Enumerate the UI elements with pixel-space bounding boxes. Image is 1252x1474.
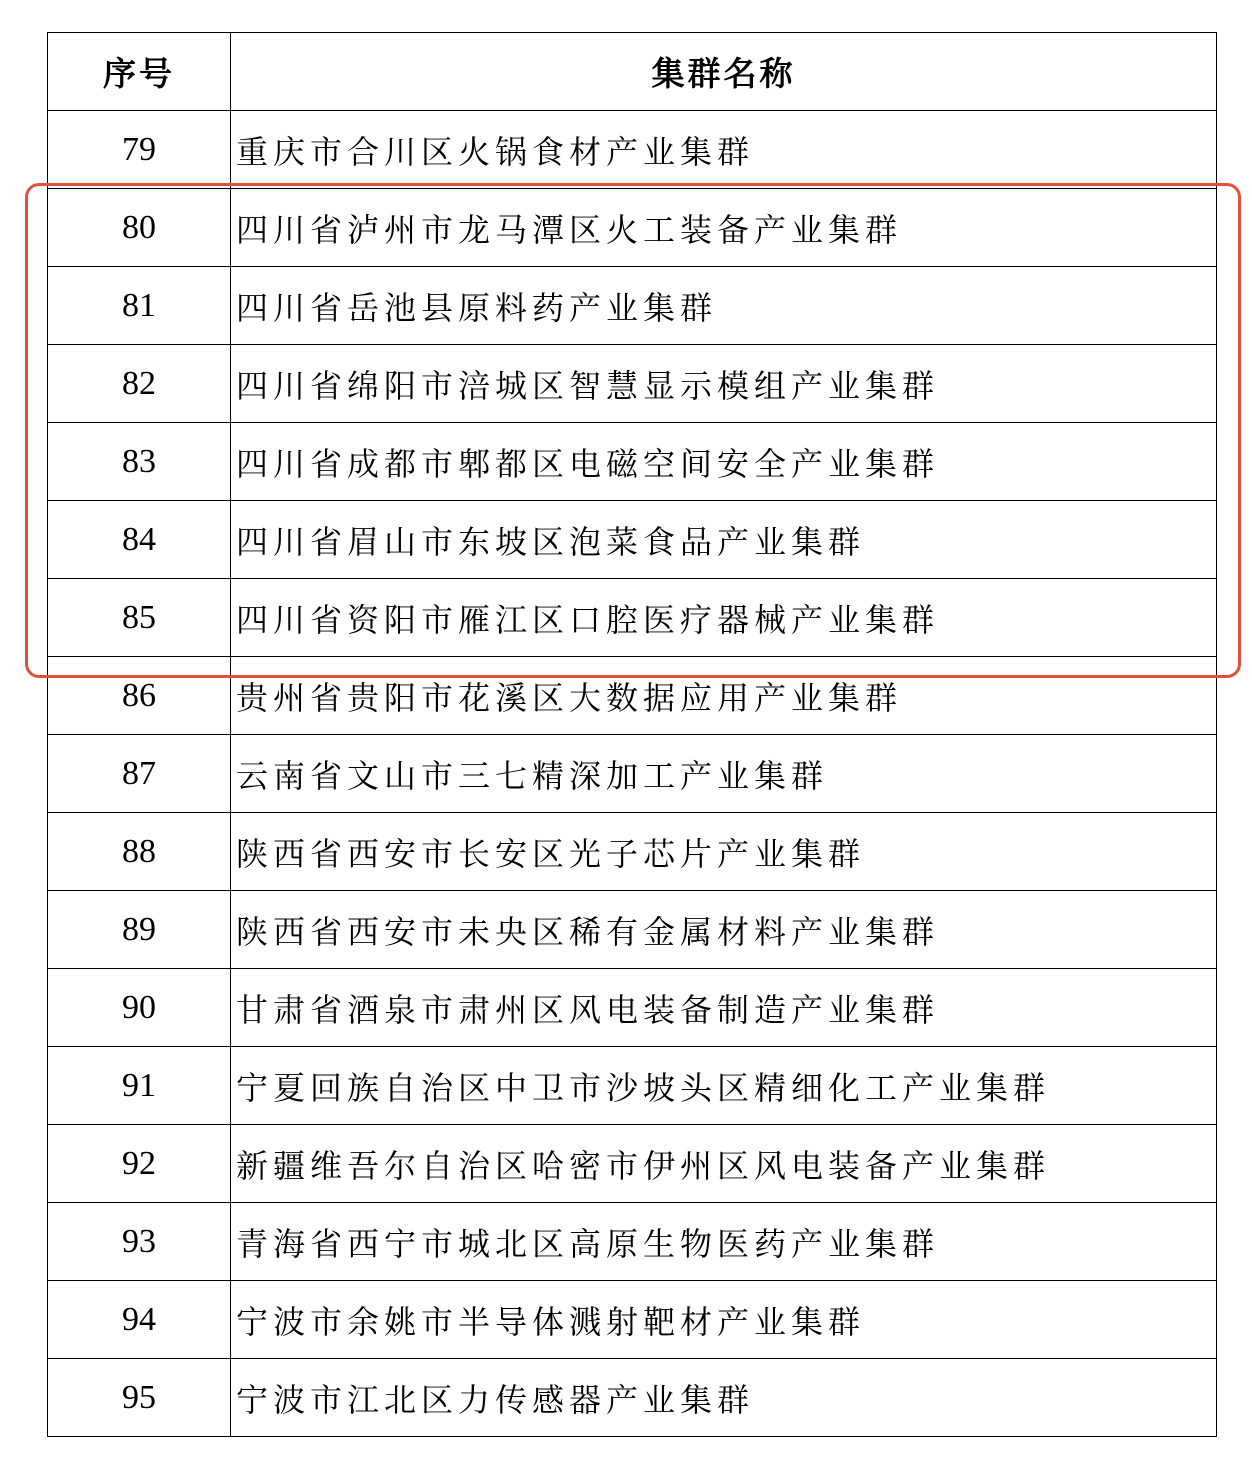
table-row xyxy=(48,1203,1217,1281)
row-cluster-name: 新疆维吾尔自治区哈密市伊州区风电装备产业集群 xyxy=(231,1125,1217,1203)
row-cluster-name: 四川省泸州市龙马潭区火工装备产业集群 xyxy=(231,189,1217,267)
row-cluster-name: 宁夏回族自治区中卫市沙坡头区精细化工产业集群 xyxy=(231,1047,1217,1125)
row-cluster-name: 宁波市江北区力传感器产业集群 xyxy=(231,1359,1217,1437)
row-serial-number: 84 xyxy=(48,501,231,579)
row-cluster-name: 云南省文山市三七精深加工产业集群 xyxy=(231,735,1217,813)
row-serial-number: 79 xyxy=(48,111,231,189)
row-serial-number: 81 xyxy=(48,267,231,345)
table-row xyxy=(48,189,1217,267)
row-cluster-name: 甘肃省酒泉市肃州区风电装备制造产业集群 xyxy=(231,969,1217,1047)
table-row xyxy=(48,1281,1217,1359)
header-row xyxy=(48,33,1217,111)
row-cluster-name: 陕西省西安市长安区光子芯片产业集群 xyxy=(231,813,1217,891)
row-serial-number: 87 xyxy=(48,735,231,813)
table-row xyxy=(48,267,1217,345)
header-serial-number: 序号 xyxy=(48,33,231,111)
row-cluster-name: 四川省绵阳市涪城区智慧显示模组产业集群 xyxy=(231,345,1217,423)
row-cluster-name: 重庆市合川区火锅食材产业集群 xyxy=(231,111,1217,189)
table-row xyxy=(48,579,1217,657)
table-row xyxy=(48,891,1217,969)
row-serial-number: 90 xyxy=(48,969,231,1047)
row-cluster-name: 贵州省贵阳市花溪区大数据应用产业集群 xyxy=(231,657,1217,735)
table-row xyxy=(48,735,1217,813)
row-serial-number: 89 xyxy=(48,891,231,969)
row-serial-number: 91 xyxy=(48,1047,231,1125)
row-cluster-name: 四川省成都市郫都区电磁空间安全产业集群 xyxy=(231,423,1217,501)
table-row xyxy=(48,1359,1217,1437)
row-cluster-name: 陕西省西安市未央区稀有金属材料产业集群 xyxy=(231,891,1217,969)
table-row xyxy=(48,969,1217,1047)
table-row xyxy=(48,1125,1217,1203)
row-cluster-name: 宁波市余姚市半导体溅射靶材产业集群 xyxy=(231,1281,1217,1359)
row-serial-number: 88 xyxy=(48,813,231,891)
row-serial-number: 85 xyxy=(48,579,231,657)
row-cluster-name: 四川省眉山市东坡区泡菜食品产业集群 xyxy=(231,501,1217,579)
header-cluster-name: 集群名称 xyxy=(231,33,1217,111)
row-serial-number: 83 xyxy=(48,423,231,501)
table-row xyxy=(48,813,1217,891)
table-row xyxy=(48,1047,1217,1125)
row-cluster-name: 四川省资阳市雁江区口腔医疗器械产业集群 xyxy=(231,579,1217,657)
row-serial-number: 92 xyxy=(48,1125,231,1203)
row-cluster-name: 青海省西宁市城北区高原生物医药产业集群 xyxy=(231,1203,1217,1281)
row-serial-number: 82 xyxy=(48,345,231,423)
table-row xyxy=(48,423,1217,501)
row-serial-number: 95 xyxy=(48,1359,231,1437)
row-cluster-name: 四川省岳池县原料药产业集群 xyxy=(231,267,1217,345)
row-serial-number: 86 xyxy=(48,657,231,735)
row-serial-number: 80 xyxy=(48,189,231,267)
table-row xyxy=(48,501,1217,579)
table-row xyxy=(48,345,1217,423)
table-row xyxy=(48,657,1217,735)
row-serial-number: 93 xyxy=(48,1203,231,1281)
row-serial-number: 94 xyxy=(48,1281,231,1359)
cluster-table xyxy=(47,32,1217,1437)
table-row xyxy=(48,111,1217,189)
